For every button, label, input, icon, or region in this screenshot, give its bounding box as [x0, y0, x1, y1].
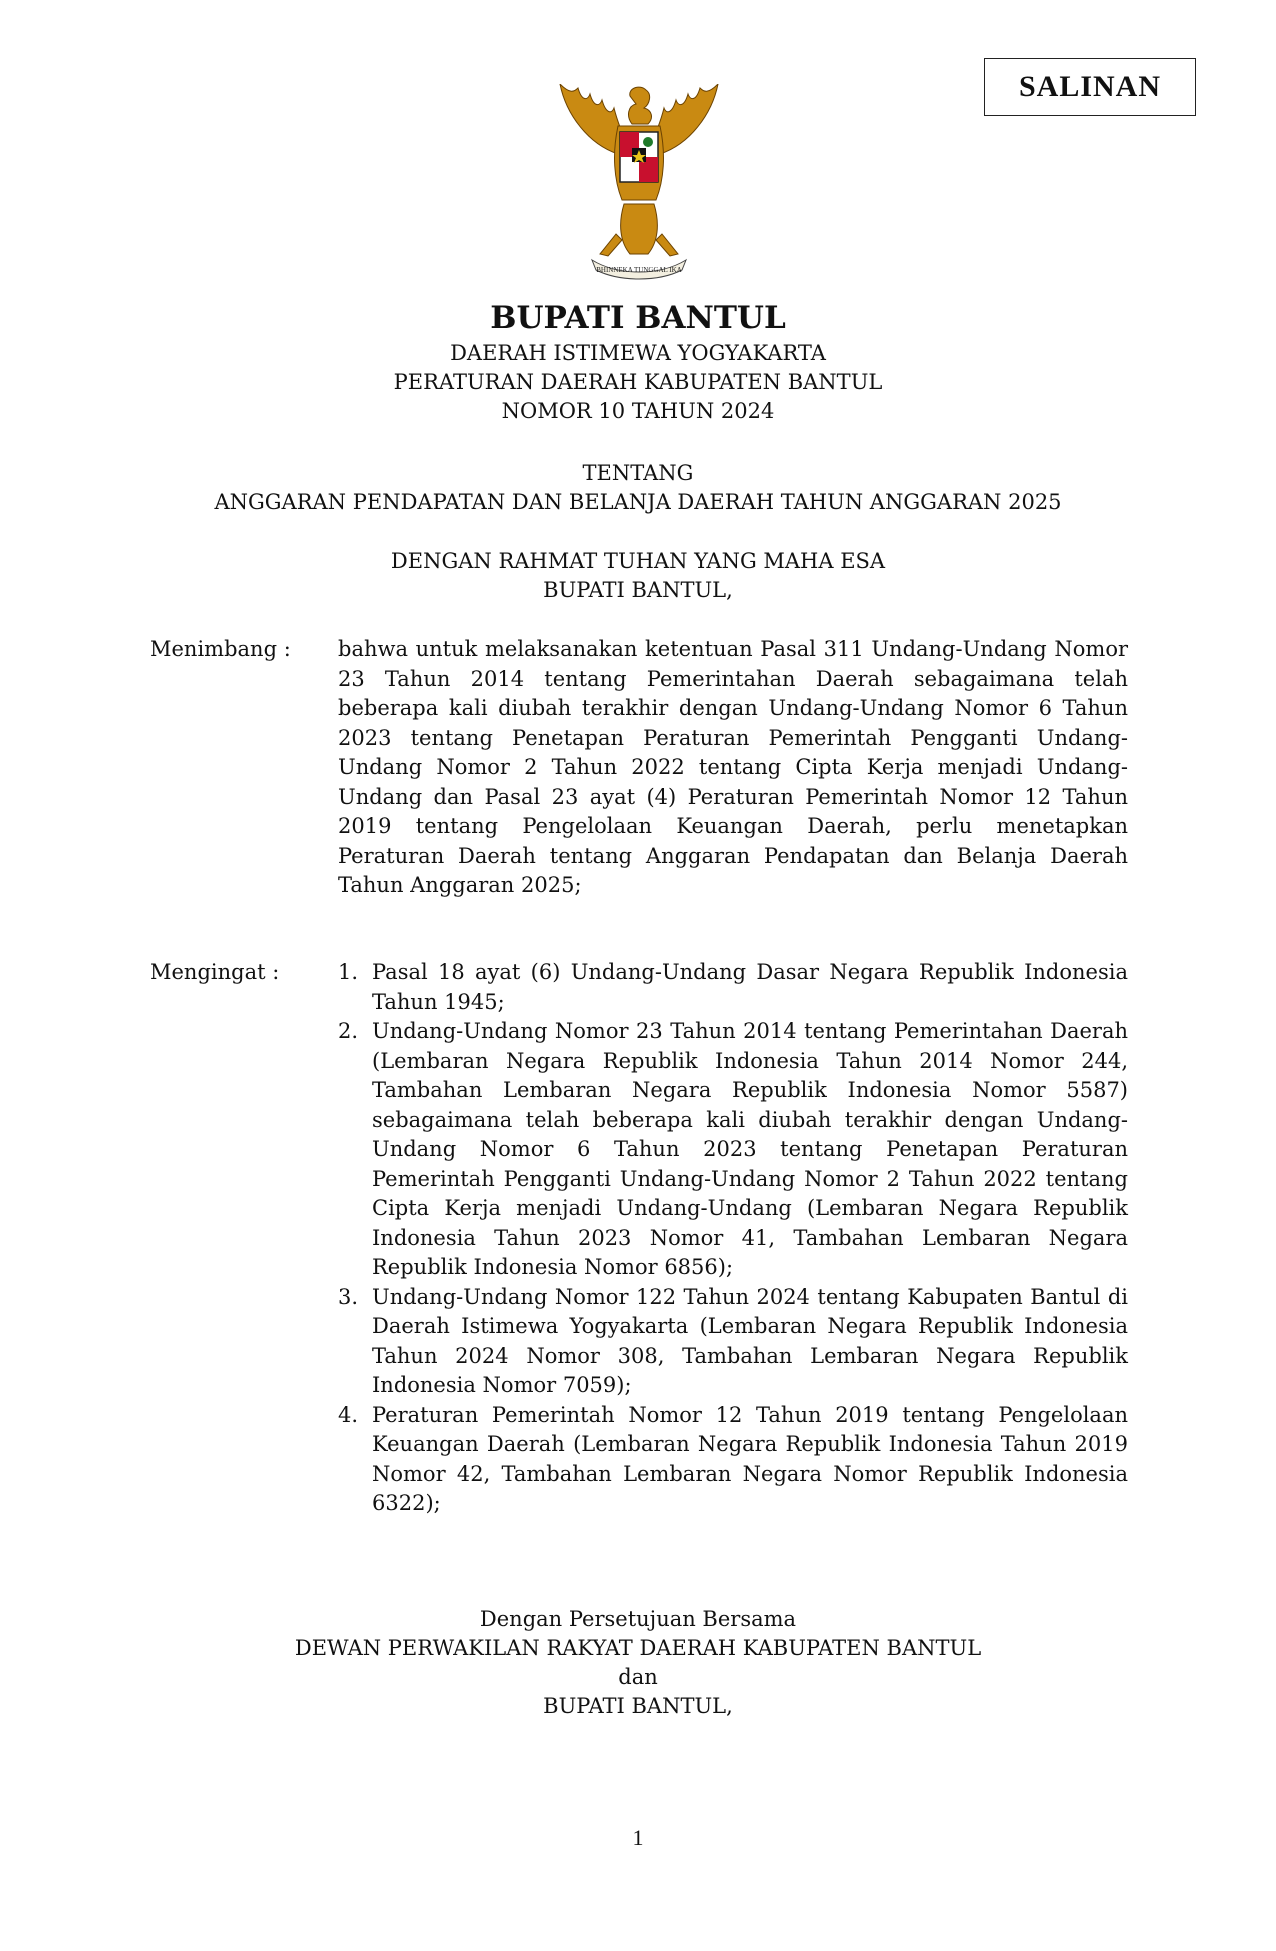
list-item-number: 4. — [338, 1402, 359, 1427]
subject-label: TENTANG — [582, 461, 694, 485]
closing-line-4: BUPATI BANTUL, — [543, 1694, 733, 1718]
subject-title: ANGGARAN PENDAPATAN DAN BELANJA DAERAH TAHUN ANGGARAN 2025 — [214, 490, 1062, 514]
header-block — [0, 339, 1276, 426]
list-item-text: Undang-Undang Nomor 23 Tahun 2014 tentang Pemerintahan Daerah (Lembaran Negara Republik Indonesia Tahun 2014 Nomor 244, Tambahan Lembaran Negara Republik Indonesia Nomor 5587) sebagaimana telah beberapa kali diubah terakhir dengan Undang-Undang Nomor 6 Tahun 2023 tentang Penetapan Peraturan Pemerintah Pengganti Undang-Undang Nomor 2 Tahun 2022 tentang Cipta Kerja menjadi Undang-Undang (Lembaran Negara Republik Indonesia Tahun 2023 Nomor 41, Tambahan Lembaran Negara Republik Indonesia Nomor 6856); — [372, 1019, 1128, 1279]
list-item — [338, 1017, 1128, 1283]
invocation-line-1: DENGAN RAHMAT TUHAN YANG MAHA ESA — [390, 549, 886, 573]
list-item-text: Pasal 18 ayat (6) Undang-Undang Dasar Negara Republik Indonesia Tahun 1945; — [372, 960, 1128, 1014]
garuda-emblem-icon — [548, 84, 730, 280]
emblem-motto: BHINNEKA TUNGGAL IKA — [596, 266, 682, 274]
closing-block — [0, 1605, 1276, 1721]
invocation-block — [0, 547, 1276, 605]
closing-line-3: dan — [618, 1665, 658, 1689]
list-item-number: 1. — [338, 960, 359, 984]
salinan-stamp: SALINAN — [984, 58, 1196, 116]
list-item — [338, 1283, 1128, 1401]
document-title: BUPATI BANTUL — [490, 300, 786, 336]
closing-line-1: Dengan Persetujuan Bersama — [479, 1607, 797, 1631]
invocation-line-2: BUPATI BANTUL, — [543, 578, 733, 602]
subject-block — [0, 459, 1276, 517]
list-item-number: 2. — [338, 1019, 359, 1043]
mengingat-label: Mengingat : — [150, 960, 280, 984]
page-number: 1 — [632, 1825, 644, 1850]
regulation-line: PERATURAN DAERAH KABUPATEN BANTUL — [393, 370, 883, 394]
list-item-text: Peraturan Pemerintah Nomor 12 Tahun 2019 tentang Pengelolaan Keuangan Daerah (Lembaran Negara Republik Indonesia Tahun 2019 Nomor 42, Tambahan Lembaran Negara Nomor Republik Indonesia 6322); — [372, 1402, 1128, 1515]
menimbang-text: bahwa untuk melaksanakan ketentuan Pasal 311 Undang-Undang Nomor 23 Tahun 2014 tentang Pemerintahan Daerah sebagaimana telah beberapa kali diubah terakhir dengan Undang-Undang Nomor 6 Tahun 2023 tentang Penetapan Peraturan Pemerintah Pengganti Undang-Undang Nomor 2 Tahun 2022 tentang Cipta Kerja menjadi Undang-Undang dan Pasal 23 ayat (4) Peraturan Pemerintah Nomor 12 Tahun 2019 tentang Pengelolaan Keuangan Daerah, perlu menetapkan Peraturan Daerah tentang Anggaran Pendapatan dan Belanja Daerah Tahun Anggaran 2025; — [338, 637, 1128, 897]
list-item — [338, 958, 1128, 1017]
region-line: DAERAH ISTIMEWA YOGYAKARTA — [450, 341, 826, 365]
list-item — [338, 1401, 1128, 1519]
menimbang-label: Menimbang : — [150, 637, 291, 661]
mengingat-list — [338, 958, 1128, 1519]
list-item-text: Undang-Undang Nomor 122 Tahun 2024 tentang Kabupaten Bantul di Daerah Istimewa Yogyakarta (Lembaran Negara Republik Indonesia Tahun 2024 Nomor 308, Tambahan Lembaran Negara Republik Indonesia Nomor 7059); — [372, 1284, 1128, 1397]
number-line: NOMOR 10 TAHUN 2024 — [501, 399, 775, 423]
closing-line-2: DEWAN PERWAKILAN RAKYAT DAERAH KABUPATEN BANTUL — [294, 1636, 982, 1660]
list-item-number: 3. — [338, 1284, 359, 1309]
